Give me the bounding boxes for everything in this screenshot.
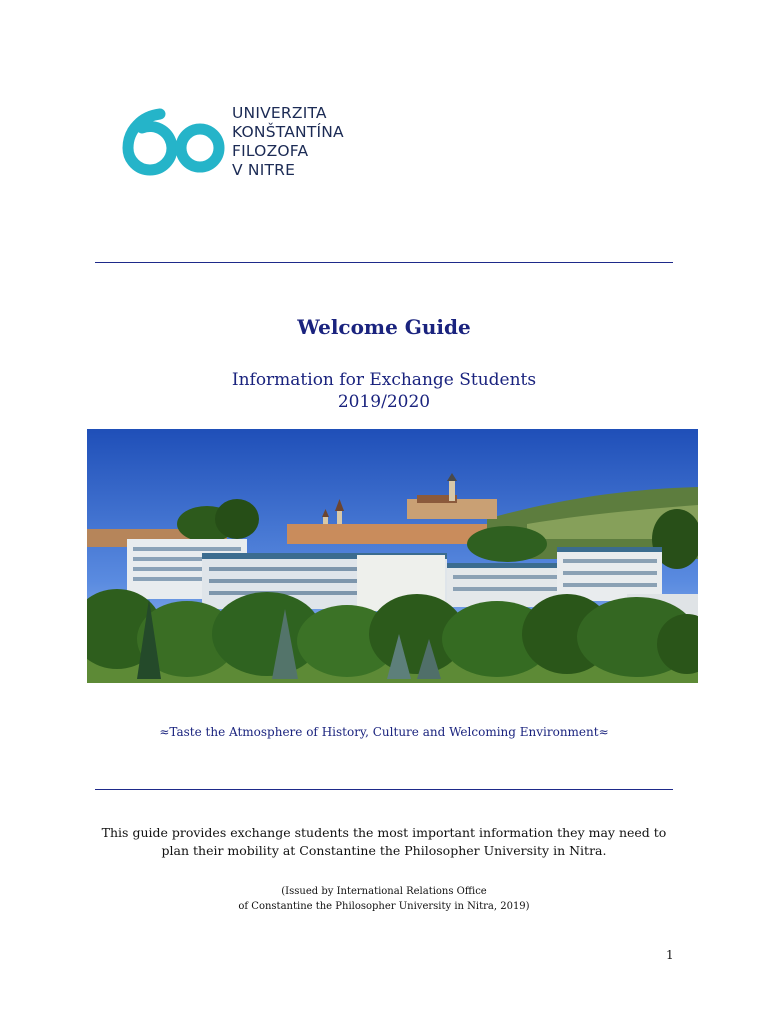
- page-subtitle: [0, 369, 768, 413]
- logo-line-4: V NITRE: [232, 161, 296, 179]
- logo-line-1: UNIVERZITA: [232, 104, 327, 122]
- issued-line-1: (Issued by International Relations Office: [281, 886, 487, 897]
- subtitle-line-1: Information for Exchange Students: [231, 370, 537, 390]
- intro-line-1: This guide provides exchange students the most important information they may need to: [101, 825, 667, 840]
- page-number: 1: [666, 948, 674, 962]
- campus-photo: [87, 429, 698, 683]
- campus-photo-illustration: [87, 429, 698, 683]
- university-logo: [120, 104, 380, 184]
- issued-by-note: [0, 884, 768, 914]
- top-divider: [95, 262, 673, 263]
- logo-60-mark: [120, 106, 228, 178]
- logo-wordmark: [232, 104, 344, 180]
- page-title: Welcome Guide: [297, 315, 471, 339]
- subtitle-line-2: 2019/2020: [337, 392, 431, 412]
- logo-line-2: KONŠTANTÍNA: [232, 123, 344, 141]
- tagline: ≈Taste the Atmosphere of History, Culture and Welcoming Environment≈: [159, 725, 609, 739]
- issued-line-2: of Constantine the Philosopher University in Nitra, 2019): [238, 901, 530, 912]
- intro-paragraph: [0, 824, 768, 860]
- bottom-divider: [95, 789, 673, 790]
- intro-line-2: plan their mobility at Constantine the Philosopher University in Nitra.: [161, 843, 607, 858]
- logo-line-3: FILOZOFA: [232, 142, 309, 160]
